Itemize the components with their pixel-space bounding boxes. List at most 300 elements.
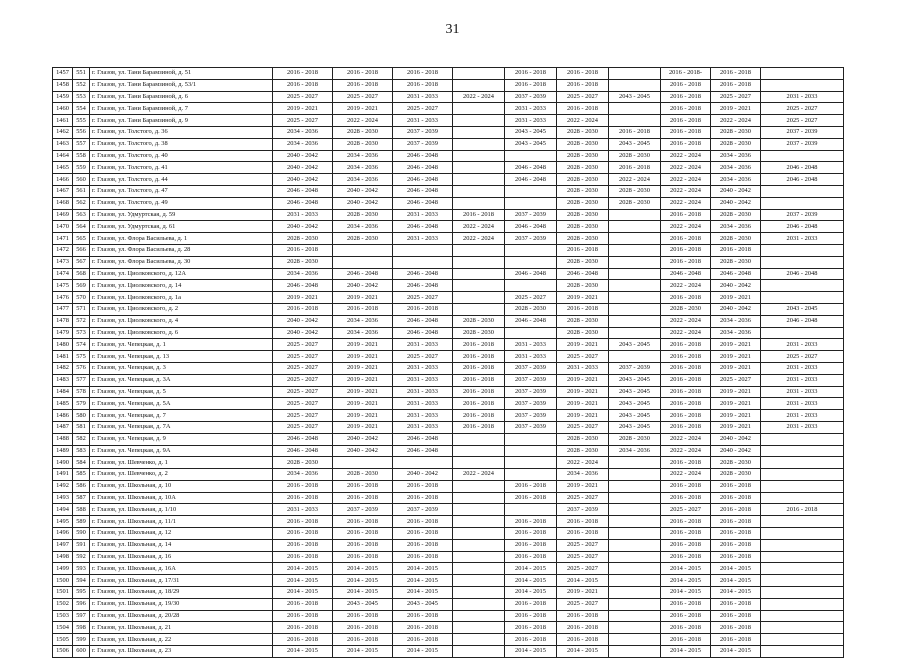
year-range-cell: 2016 - 2018 <box>393 79 453 91</box>
year-range-cell: 2028 - 2030 <box>609 185 661 197</box>
year-range-cell: 2037 - 2039 <box>505 91 557 103</box>
year-range-cell: 2016 - 2018 <box>273 480 333 492</box>
year-range-cell: 2016 - 2018 <box>333 68 393 80</box>
table-row <box>53 421 844 433</box>
year-range-cell: 2022 - 2024 <box>453 469 505 481</box>
year-range-cell: 2043 - 2045 <box>333 598 393 610</box>
year-range-cell: 2028 - 2030 <box>557 162 609 174</box>
year-range-cell: 2031 - 2033 <box>761 339 844 351</box>
year-range-cell: 2016 - 2018 <box>505 480 557 492</box>
year-range-cell: 2028 - 2030 <box>557 185 609 197</box>
year-range-cell <box>453 528 505 540</box>
year-range-cell: 2040 - 2042 <box>333 433 393 445</box>
item-number-cell: 570 <box>73 292 90 304</box>
item-number-cell: 564 <box>73 221 90 233</box>
year-range-cell: 2016 - 2018 <box>661 103 711 115</box>
year-range-cell <box>761 469 844 481</box>
item-number-cell: 565 <box>73 233 90 245</box>
year-range-cell <box>505 327 557 339</box>
year-range-cell: 2037 - 2039 <box>505 398 557 410</box>
year-range-cell: 2046 - 2048 <box>505 268 557 280</box>
year-range-cell: 2016 - 2018 <box>333 303 393 315</box>
table-row <box>53 480 844 492</box>
year-range-cell: 2037 - 2039 <box>505 410 557 422</box>
row-number-cell: 1497 <box>53 539 73 551</box>
year-range-cell: 2031 - 2033 <box>761 233 844 245</box>
year-range-cell: 2028 - 2030 <box>557 433 609 445</box>
year-range-cell <box>761 480 844 492</box>
year-range-cell: 2037 - 2039 <box>609 362 661 374</box>
year-range-cell <box>761 551 844 563</box>
year-range-cell: 2046 - 2048 <box>393 433 453 445</box>
row-number-cell: 1483 <box>53 374 73 386</box>
year-range-cell: 2016 - 2018 <box>505 68 557 80</box>
year-range-cell: 2016 - 2018 <box>661 244 711 256</box>
year-range-cell: 2016 - 2018 <box>453 410 505 422</box>
year-range-cell <box>333 256 393 268</box>
year-range-cell: 2019 - 2021 <box>711 362 761 374</box>
table-row <box>53 162 844 174</box>
table-row <box>53 539 844 551</box>
year-range-cell: 2014 - 2015 <box>505 563 557 575</box>
year-range-cell <box>609 221 661 233</box>
table-row <box>53 115 844 127</box>
year-range-cell: 2025 - 2027 <box>273 91 333 103</box>
year-range-cell: 2025 - 2027 <box>557 421 609 433</box>
year-range-cell: 2037 - 2039 <box>505 421 557 433</box>
year-range-cell <box>505 280 557 292</box>
year-range-cell: 2031 - 2033 <box>273 209 333 221</box>
year-range-cell: 2046 - 2048 <box>505 221 557 233</box>
year-range-cell: 2046 - 2048 <box>393 221 453 233</box>
year-range-cell <box>609 539 661 551</box>
year-range-cell: 2016 - 2018 <box>661 233 711 245</box>
year-range-cell <box>505 504 557 516</box>
row-number-cell: 1494 <box>53 504 73 516</box>
year-range-cell: 2040 - 2042 <box>393 469 453 481</box>
table-row <box>53 433 844 445</box>
year-range-cell: 2025 - 2027 <box>273 339 333 351</box>
address-cell: г. Глазов, ул. Школьная, д. 12 <box>90 528 273 540</box>
year-range-cell: 2037 - 2039 <box>761 126 844 138</box>
item-number-cell: 552 <box>73 79 90 91</box>
year-range-cell: 2016 - 2018 <box>711 480 761 492</box>
year-range-cell: 2016 - 2018 <box>273 244 333 256</box>
year-range-cell: 2019 - 2021 <box>333 339 393 351</box>
row-number-cell: 1460 <box>53 103 73 115</box>
year-range-cell <box>609 528 661 540</box>
year-range-cell: 2014 - 2015 <box>273 587 333 599</box>
year-range-cell: 2019 - 2021 <box>557 480 609 492</box>
year-range-cell: 2037 - 2039 <box>761 209 844 221</box>
year-range-cell: 2016 - 2018 <box>661 598 711 610</box>
year-range-cell <box>609 551 661 563</box>
year-range-cell: 2040 - 2042 <box>333 280 393 292</box>
address-cell: г. Глазов, ул. Школьная, д. 21 <box>90 622 273 634</box>
year-range-cell: 2014 - 2015 <box>711 563 761 575</box>
item-number-cell: 582 <box>73 433 90 445</box>
year-range-cell: 2028 - 2030 <box>711 457 761 469</box>
year-range-cell: 2016 - 2018 <box>273 492 333 504</box>
year-range-cell: 2014 - 2015 <box>333 646 393 658</box>
year-range-cell <box>609 268 661 280</box>
year-range-cell: 2046 - 2048 <box>393 162 453 174</box>
row-number-cell: 1472 <box>53 244 73 256</box>
year-range-cell: 2028 - 2030 <box>505 303 557 315</box>
year-range-cell <box>505 256 557 268</box>
year-range-cell: 2028 - 2030 <box>557 280 609 292</box>
address-cell: г. Глазов, ул. Школьная, д. 16 <box>90 551 273 563</box>
year-range-cell: 2037 - 2039 <box>393 504 453 516</box>
item-number-cell: 568 <box>73 268 90 280</box>
year-range-cell: 2016 - 2018 <box>661 634 711 646</box>
year-range-cell: 2016 - 2018 <box>505 516 557 528</box>
row-number-cell: 1505 <box>53 634 73 646</box>
year-range-cell: 2046 - 2048 <box>273 197 333 209</box>
year-range-cell: 2016 - 2018 <box>661 492 711 504</box>
year-range-cell: 2034 - 2036 <box>333 162 393 174</box>
year-range-cell: 2031 - 2033 <box>761 362 844 374</box>
item-number-cell: 561 <box>73 185 90 197</box>
year-range-cell: 2016 - 2018 <box>711 551 761 563</box>
year-range-cell: 2040 - 2042 <box>711 280 761 292</box>
year-range-cell: 2016 - 2018 <box>505 610 557 622</box>
year-range-cell <box>333 244 393 256</box>
year-range-cell <box>609 587 661 599</box>
year-range-cell <box>609 480 661 492</box>
table-row <box>53 563 844 575</box>
item-number-cell: 598 <box>73 622 90 634</box>
year-range-cell <box>453 303 505 315</box>
row-number-cell: 1469 <box>53 209 73 221</box>
address-cell: г. Глазов, ул. Школьная, д. 23 <box>90 646 273 658</box>
address-cell: г. Глазов, ул. Чепецкая, д. 13 <box>90 351 273 363</box>
year-range-cell: 2019 - 2021 <box>333 386 393 398</box>
year-range-cell <box>453 150 505 162</box>
row-number-cell: 1489 <box>53 445 73 457</box>
year-range-cell: 2046 - 2048 <box>393 174 453 186</box>
year-range-cell: 2043 - 2045 <box>609 398 661 410</box>
year-range-cell: 2025 - 2027 <box>273 410 333 422</box>
address-cell: г. Глазов, ул. Толстого, д. 47 <box>90 185 273 197</box>
item-number-cell: 581 <box>73 421 90 433</box>
address-cell: г. Глазов, ул. Толстого, д. 41 <box>90 162 273 174</box>
year-range-cell: 2016 - 2018 <box>661 421 711 433</box>
year-range-cell: 2016 - 2018 <box>557 68 609 80</box>
year-range-cell: 2014 - 2015 <box>273 575 333 587</box>
row-number-cell: 1496 <box>53 528 73 540</box>
year-range-cell: 2025 - 2027 <box>761 351 844 363</box>
year-range-cell: 2046 - 2048 <box>393 315 453 327</box>
year-range-cell <box>453 126 505 138</box>
year-range-cell: 2028 - 2030 <box>609 433 661 445</box>
year-range-cell: 2016 - 2018 <box>333 492 393 504</box>
year-range-cell <box>453 268 505 280</box>
year-range-cell <box>761 445 844 457</box>
year-range-cell: 2016 - 2018 <box>557 103 609 115</box>
address-cell: г. Глазов, ул. Школьная, д. 14 <box>90 539 273 551</box>
row-number-cell: 1480 <box>53 339 73 351</box>
year-range-cell: 2016 - 2018 <box>273 539 333 551</box>
table-row <box>53 351 844 363</box>
item-number-cell: 594 <box>73 575 90 587</box>
year-range-cell: 2016 - 2018 <box>661 410 711 422</box>
table-row <box>53 445 844 457</box>
year-range-cell: 2016 - 2018 <box>505 598 557 610</box>
table-row <box>53 410 844 422</box>
row-number-cell: 1488 <box>53 433 73 445</box>
year-range-cell <box>609 303 661 315</box>
row-number-cell: 1478 <box>53 315 73 327</box>
item-number-cell: 571 <box>73 303 90 315</box>
year-range-cell <box>609 516 661 528</box>
year-range-cell: 2034 - 2036 <box>273 268 333 280</box>
table-row <box>53 339 844 351</box>
year-range-cell <box>761 197 844 209</box>
item-number-cell: 566 <box>73 244 90 256</box>
item-number-cell: 553 <box>73 91 90 103</box>
year-range-cell: 2034 - 2036 <box>711 150 761 162</box>
year-range-cell: 2040 - 2042 <box>333 197 393 209</box>
table-row <box>53 315 844 327</box>
year-range-cell: 2043 - 2045 <box>609 410 661 422</box>
address-cell: г. Глазов, ул. Циолковского, д. 12А <box>90 268 273 280</box>
address-cell: г. Глазов, ул. Тани Барамзиной, д. 6 <box>90 91 273 103</box>
year-range-cell: 2016 - 2018 <box>557 622 609 634</box>
item-number-cell: 576 <box>73 362 90 374</box>
table-row <box>53 138 844 150</box>
year-range-cell: 2016 - 2018 <box>711 68 761 80</box>
year-range-cell: 2016 - 2018 <box>505 528 557 540</box>
year-range-cell: 2016 - 2018 <box>711 528 761 540</box>
year-range-cell: 2037 - 2039 <box>505 374 557 386</box>
row-number-cell: 1475 <box>53 280 73 292</box>
row-number-cell: 1476 <box>53 292 73 304</box>
year-range-cell: 2034 - 2036 <box>333 327 393 339</box>
year-range-cell <box>505 445 557 457</box>
row-number-cell: 1471 <box>53 233 73 245</box>
year-range-cell <box>609 79 661 91</box>
year-range-cell: 2016 - 2018 <box>711 622 761 634</box>
year-range-cell: 2014 - 2015 <box>333 575 393 587</box>
year-range-cell: 2016 - 2018 <box>661 362 711 374</box>
year-range-cell: 2019 - 2021 <box>557 374 609 386</box>
year-range-cell: 2031 - 2033 <box>761 410 844 422</box>
table-row <box>53 197 844 209</box>
year-range-cell: 2022 - 2024 <box>661 197 711 209</box>
year-range-cell: 2028 - 2030 <box>557 221 609 233</box>
year-range-cell <box>609 68 661 80</box>
year-range-cell <box>453 115 505 127</box>
year-range-cell <box>609 457 661 469</box>
year-range-cell <box>453 457 505 469</box>
year-range-cell: 2016 - 2018 <box>661 539 711 551</box>
year-range-cell <box>761 646 844 658</box>
row-number-cell: 1501 <box>53 587 73 599</box>
year-range-cell: 2031 - 2033 <box>393 398 453 410</box>
year-range-cell: 2025 - 2027 <box>393 103 453 115</box>
year-range-cell: 2025 - 2027 <box>333 91 393 103</box>
year-range-cell <box>609 469 661 481</box>
year-range-cell: 2031 - 2033 <box>393 374 453 386</box>
item-number-cell: 590 <box>73 528 90 540</box>
year-range-cell: 2031 - 2033 <box>761 386 844 398</box>
row-number-cell: 1487 <box>53 421 73 433</box>
year-range-cell: 2028 - 2030 <box>557 150 609 162</box>
address-cell: г. Глазов, ул. Чепецкая, д. 3 <box>90 362 273 374</box>
table-row <box>53 150 844 162</box>
year-range-cell <box>453 280 505 292</box>
year-range-cell: 2019 - 2021 <box>557 410 609 422</box>
year-range-cell: 2016 - 2018 <box>273 516 333 528</box>
row-number-cell: 1493 <box>53 492 73 504</box>
year-range-cell: 2031 - 2033 <box>393 410 453 422</box>
year-range-cell: 2025 - 2027 <box>273 386 333 398</box>
year-range-cell: 2043 - 2045 <box>609 421 661 433</box>
year-range-cell <box>453 622 505 634</box>
year-range-cell: 2028 - 2030 <box>557 174 609 186</box>
year-range-cell: 2022 - 2024 <box>661 469 711 481</box>
year-range-cell: 2019 - 2021 <box>273 103 333 115</box>
table-row <box>53 622 844 634</box>
year-range-cell: 2028 - 2030 <box>557 256 609 268</box>
year-range-cell: 2016 - 2018 <box>711 504 761 516</box>
year-range-cell: 2028 - 2030 <box>711 126 761 138</box>
year-range-cell: 2016 - 2018 <box>711 516 761 528</box>
address-cell: г. Глазов, ул. Школьная, д. 20/28 <box>90 610 273 622</box>
table-row <box>53 492 844 504</box>
year-range-cell: 2016 - 2018 <box>557 79 609 91</box>
year-range-cell: 2028 - 2030 <box>557 445 609 457</box>
table-row <box>53 185 844 197</box>
year-range-cell: 2028 - 2030 <box>661 303 711 315</box>
year-range-cell: 2046 - 2048 <box>273 280 333 292</box>
year-range-cell: 2016 - 2018 <box>711 598 761 610</box>
year-range-cell: 2043 - 2045 <box>609 138 661 150</box>
year-range-cell: 2031 - 2033 <box>505 115 557 127</box>
row-number-cell: 1492 <box>53 480 73 492</box>
row-number-cell: 1498 <box>53 551 73 563</box>
year-range-cell: 2016 - 2018 <box>333 634 393 646</box>
year-range-cell: 2028 - 2030 <box>333 469 393 481</box>
year-range-cell: 2019 - 2021 <box>557 386 609 398</box>
year-range-cell: 2016 - 2018 <box>505 79 557 91</box>
year-range-cell: 2014 - 2015 <box>393 587 453 599</box>
year-range-cell <box>453 646 505 658</box>
year-range-cell: 2014 - 2015 <box>333 587 393 599</box>
year-range-cell: 2046 - 2048 <box>393 327 453 339</box>
year-range-cell: 2022 - 2024 <box>661 221 711 233</box>
item-number-cell: 577 <box>73 374 90 386</box>
year-range-cell: 2016 - 2018 <box>711 634 761 646</box>
year-range-cell: 2022 - 2024 <box>557 115 609 127</box>
year-range-cell: 2016 - 2018 <box>333 539 393 551</box>
year-range-cell: 2016 - 2018 <box>661 209 711 221</box>
year-range-cell: 2016 - 2018 <box>273 68 333 80</box>
year-range-cell <box>453 539 505 551</box>
year-range-cell: 2022 - 2024 <box>661 174 711 186</box>
table-row <box>53 646 844 658</box>
row-number-cell: 1477 <box>53 303 73 315</box>
year-range-cell: 2019 - 2021 <box>557 587 609 599</box>
table-row <box>53 362 844 374</box>
year-range-cell: 2037 - 2039 <box>505 209 557 221</box>
year-range-cell: 2031 - 2033 <box>505 103 557 115</box>
year-range-cell: 2019 - 2021 <box>273 292 333 304</box>
year-range-cell: 2016 - 2018 <box>661 126 711 138</box>
year-range-cell: 2019 - 2021 <box>333 103 393 115</box>
table-row <box>53 174 844 186</box>
year-range-cell: 2046 - 2048 <box>393 197 453 209</box>
year-range-cell: 2016 - 2018 <box>393 492 453 504</box>
year-range-cell: 2022 - 2024 <box>453 221 505 233</box>
year-range-cell <box>453 587 505 599</box>
year-range-cell: 2016 - 2018 <box>661 256 711 268</box>
row-number-cell: 1499 <box>53 563 73 575</box>
year-range-cell <box>393 256 453 268</box>
address-cell: г. Глазов, ул. Толстого, д. 44 <box>90 174 273 186</box>
year-range-cell: 2043 - 2045 <box>609 374 661 386</box>
year-range-cell <box>761 610 844 622</box>
address-cell: г. Глазов, ул. Школьная, д. 1/10 <box>90 504 273 516</box>
year-range-cell: 2016 - 2018 <box>273 634 333 646</box>
year-range-cell: 2016 - 2018 <box>393 622 453 634</box>
year-range-cell: 2046 - 2048 <box>761 162 844 174</box>
table-row <box>53 244 844 256</box>
year-range-cell: 2046 - 2048 <box>505 315 557 327</box>
address-cell: г. Глазов, ул. Шевченко, д. 2 <box>90 469 273 481</box>
year-range-cell: 2016 - 2018 <box>711 79 761 91</box>
address-cell: г. Глазов, ул. Школьная, д. 11/1 <box>90 516 273 528</box>
year-range-cell: 2043 - 2045 <box>505 138 557 150</box>
year-range-cell: 2031 - 2033 <box>393 386 453 398</box>
year-range-cell: 2040 - 2042 <box>273 174 333 186</box>
year-range-cell: 2031 - 2033 <box>393 339 453 351</box>
year-range-cell: 2028 - 2030 <box>273 233 333 245</box>
year-range-cell: 2028 - 2030 <box>711 256 761 268</box>
year-range-cell: 2040 - 2042 <box>711 433 761 445</box>
year-range-cell <box>505 185 557 197</box>
year-range-cell: 2016 - 2018 <box>557 516 609 528</box>
item-number-cell: 551 <box>73 68 90 80</box>
item-number-cell: 580 <box>73 410 90 422</box>
year-range-cell: 2014 - 2015 <box>505 575 557 587</box>
table-row <box>53 374 844 386</box>
year-range-cell: 2022 - 2024 <box>661 280 711 292</box>
year-range-cell <box>505 469 557 481</box>
year-range-cell: 2016 - 2018 <box>661 138 711 150</box>
year-range-cell: 2019 - 2021 <box>333 421 393 433</box>
year-range-cell: 2019 - 2021 <box>333 351 393 363</box>
row-number-cell: 1482 <box>53 362 73 374</box>
year-range-cell: 2034 - 2036 <box>273 126 333 138</box>
year-range-cell: 2016 - 2018 <box>453 374 505 386</box>
table-row <box>53 528 844 540</box>
item-number-cell: 574 <box>73 339 90 351</box>
year-range-cell: 2016 - 2018- <box>661 68 711 80</box>
year-range-cell: 2034 - 2036 <box>711 162 761 174</box>
year-range-cell: 2016 - 2018 <box>393 303 453 315</box>
table-row <box>53 79 844 91</box>
year-range-cell: 2025 - 2027 <box>273 351 333 363</box>
table-row <box>53 398 844 410</box>
year-range-cell: 2019 - 2021 <box>333 374 393 386</box>
year-range-cell: 2022 - 2024 <box>609 174 661 186</box>
year-range-cell: 2016 - 2018 <box>333 516 393 528</box>
year-range-cell: 2028 - 2030 <box>711 233 761 245</box>
year-range-cell: 2016 - 2018 <box>557 634 609 646</box>
year-range-cell: 2025 - 2027 <box>393 292 453 304</box>
